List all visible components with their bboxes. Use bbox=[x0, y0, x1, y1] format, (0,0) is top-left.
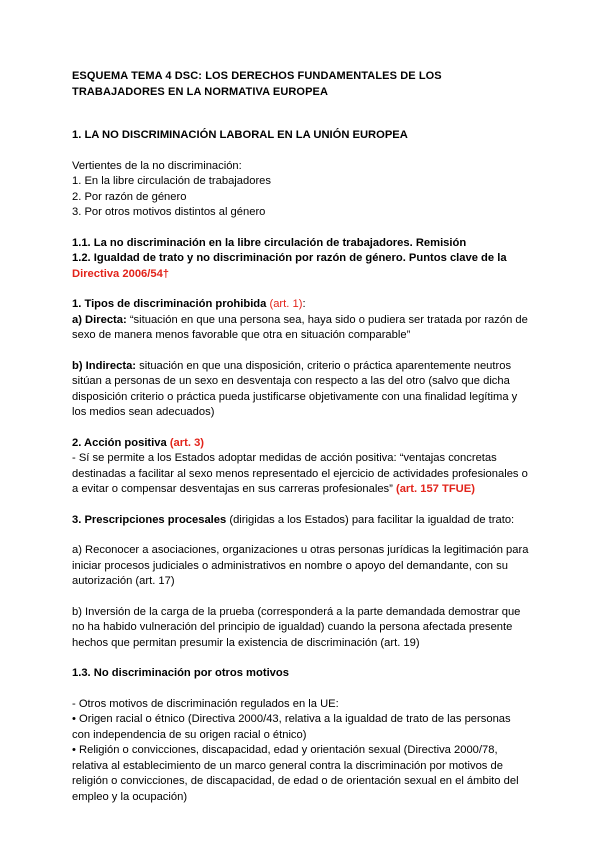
procedural-item-b: b) Inversión de la carga de la prueba (corresponderá a la parte demandada demostrar que no ha habido vulneración del principio de igualdad) cuando la persona afectada presente hechos que permitan presumir la existencia de discriminación (art. 19) bbox=[72, 605, 521, 649]
section-1-3-intro: - Otros motivos de discriminación regulados en la UE: bbox=[72, 697, 339, 710]
positive-action-heading-line bbox=[72, 436, 530, 452]
directive-reference: Directiva 2006/54† bbox=[72, 267, 170, 280]
positive-action-text-block bbox=[72, 451, 530, 498]
indirect-discrimination bbox=[72, 359, 530, 421]
procedural-item-a: a) Reconocer a asociaciones, organizaciones u otras personas jurídicas la legitimación para iniciar procesos judiciales o administrativos en nombre o apoyo del demandante, con su autorización (art. 17) bbox=[72, 544, 529, 587]
indirect-label: b) Indirecta: bbox=[72, 359, 137, 372]
document-title-line-2: TRABAJADORES EN LA NORMATIVA EUROPEA bbox=[72, 86, 328, 98]
tfue-ref: (art. 157 TFUE) bbox=[395, 483, 475, 495]
section-1-1-heading: 1.1. La no discriminación en la libre circulación de trabajadores. Remisión bbox=[72, 236, 467, 249]
section-1-3-heading: 1.3. No discriminación por otros motivos bbox=[72, 667, 289, 679]
procedural-heading: 3. Prescripciones procesales bbox=[72, 513, 227, 526]
list-item: • Religión o convicciones, discapacidad, edad y orientación sexual (Directiva 2000/78, relativa al establecimiento de un marco general contra la discriminación por motivos de religión o convicciones, de discapacidad, de edad o de orientación sexual en el ámbito del empleo y la ocupación) bbox=[72, 744, 519, 803]
section-1-2-heading: 1.2. Igualdad de trato y no discriminación por razón de género. Puntos clave de la bbox=[72, 252, 507, 264]
types-heading: 1. Tipos de discriminación prohibida bbox=[72, 298, 267, 310]
types-article-ref: (art. 1) bbox=[269, 298, 303, 310]
section-1-heading: 1. LA NO DISCRIMINACIÓN LABORAL EN LA UNIÓN EUROPEA bbox=[72, 129, 408, 141]
list-item: 2. Por razón de género bbox=[72, 190, 187, 203]
positive-action-heading: 2. Acción positiva bbox=[72, 436, 167, 449]
direct-label: a) Directa: bbox=[72, 313, 127, 326]
list-item: 3. Por otros motivos distintos al género bbox=[72, 206, 266, 218]
document-title-line-1: ESQUEMA TEMA 4 DSC: LOS DERECHOS FUNDAMENTALES DE LOS bbox=[72, 70, 442, 82]
types-colon: : bbox=[302, 298, 306, 310]
procedural-heading-rest: (dirigidas a los Estados) para facilitar la igualdad de trato: bbox=[226, 513, 515, 526]
document-page bbox=[72, 68, 530, 805]
indirect-text: situación en que una disposición, criterio o práctica aparentemente neutros sitúan a personas de un sexo en desventaja con respecto a las del otro (salvo que dicha disposición criterio o práctica pueda justificarse objetivamente con una finalidad legítima y los medios sean adecuados) bbox=[72, 359, 518, 418]
direct-discrimination bbox=[72, 313, 530, 344]
procedural-heading-line bbox=[72, 513, 530, 529]
positive-action-text: - Sí se permite a los Estados adoptar medidas de acción positiva: “ventajas concretas destinadas a facilitar al sexo menos representado el ejercicio de actividades profesionales o a evitar o compensar desventajas en sus carreras profesionales” bbox=[72, 452, 528, 495]
list-item: • Origen racial o étnico (Directiva 2000/43, relativa a la igualdad de trato de las personas con independencia de su origen racial o étnico) bbox=[72, 713, 511, 741]
direct-text: “situación en que una persona sea, haya sido o pudiera ser tratada por razón de sexo de manera menos favorable que otra en situación comparable” bbox=[72, 313, 528, 341]
types-heading-line bbox=[72, 297, 530, 313]
list-item: 1. En la libre circulación de trabajadores bbox=[72, 175, 271, 187]
section-1-intro: Vertientes de la no discriminación: bbox=[72, 159, 242, 172]
positive-action-ref: (art. 3) bbox=[169, 436, 205, 449]
